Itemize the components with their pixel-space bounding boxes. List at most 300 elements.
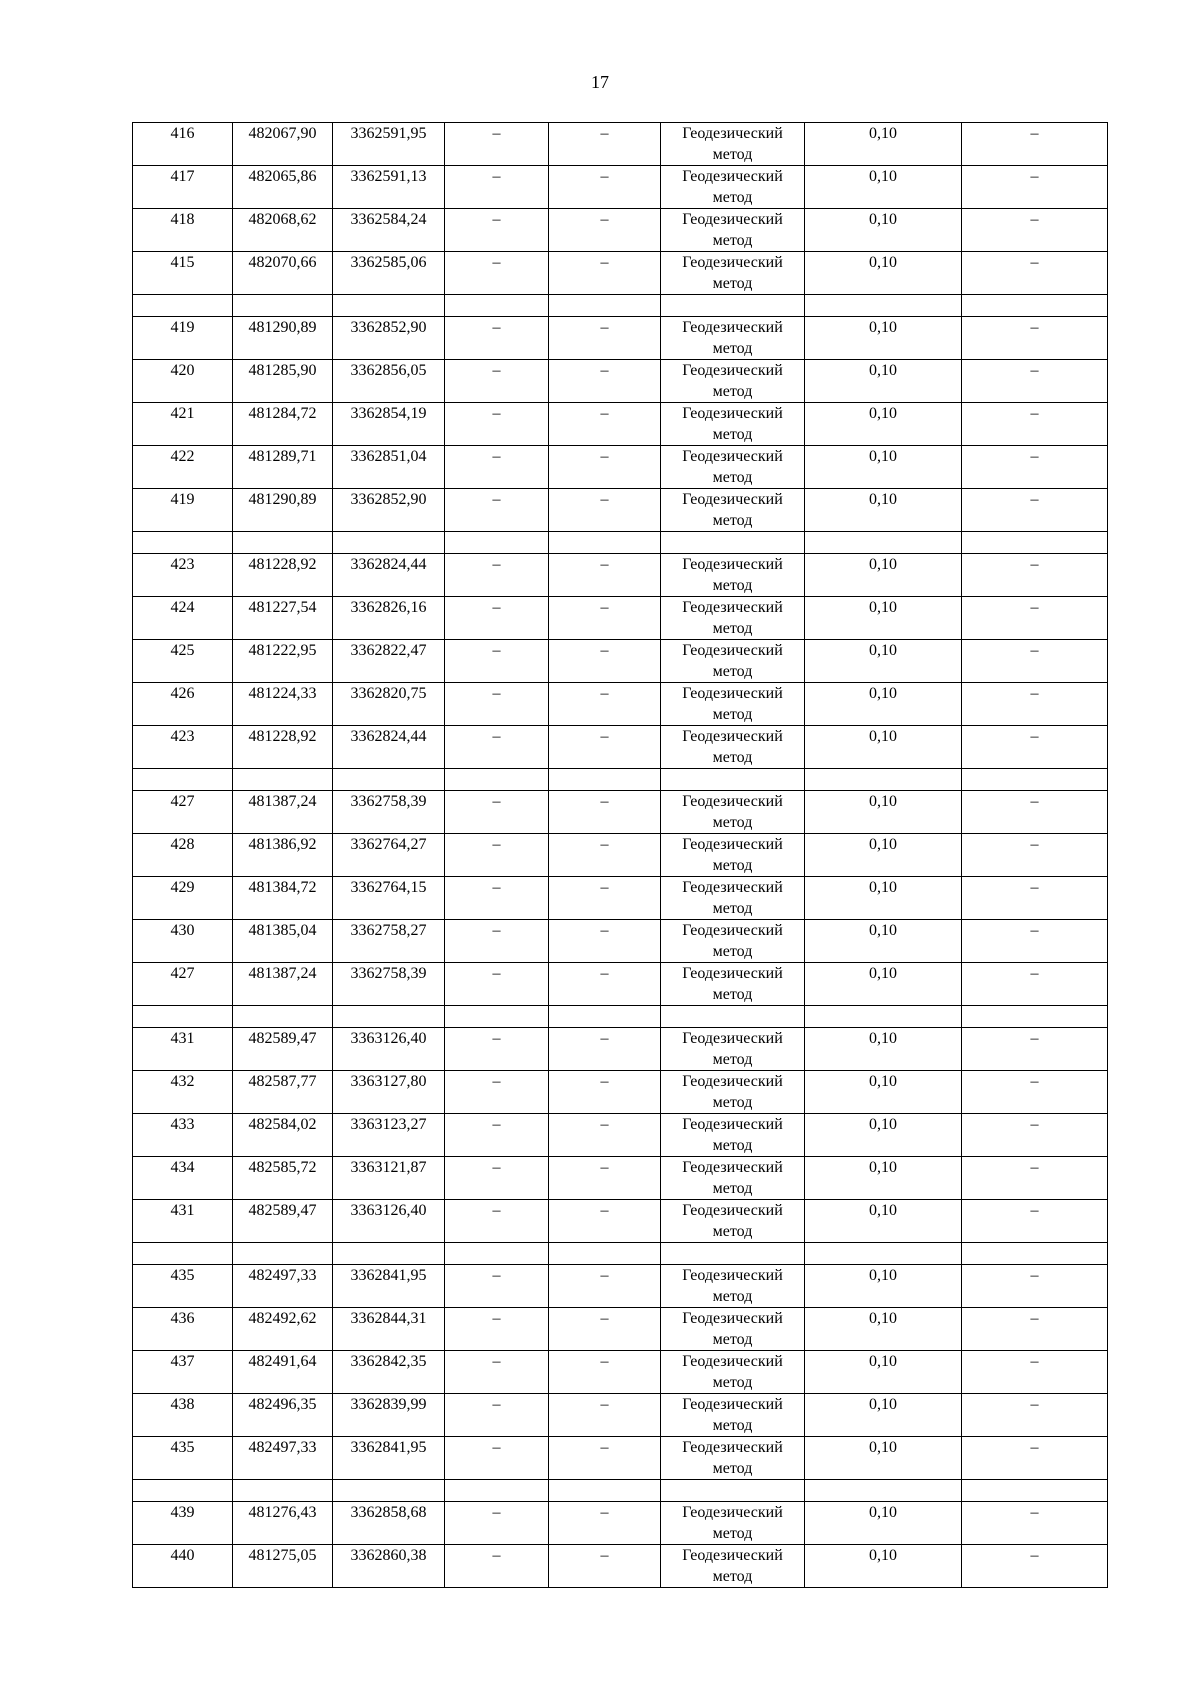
empty-cell [333,1243,445,1265]
table-row [133,1394,1108,1437]
point-number-cell: 427 [133,963,233,1006]
x-coordinate-cell: 481227,54 [233,597,333,640]
x-coordinate-cell: 481228,92 [233,554,333,597]
method-line-1: Геодезический [682,1547,783,1564]
method-line-2: метод [712,232,753,249]
method-line-1: Геодезический [682,362,783,379]
method-line-2: метод [712,1094,753,1111]
accuracy-cell: 0,10 [805,317,962,360]
y-coordinate-cell: 3362852,90 [333,317,445,360]
table-row [133,360,1108,403]
table-row [133,683,1108,726]
dash-cell: – [445,1114,549,1157]
empty-cell [549,1006,661,1028]
method-cell [661,1545,805,1588]
table-row [133,597,1108,640]
y-coordinate-cell: 3363127,80 [333,1071,445,1114]
accuracy-cell: 0,10 [805,446,962,489]
dash-cell: – [962,489,1108,532]
method-cell [661,1114,805,1157]
empty-cell [661,769,805,791]
y-coordinate-cell: 3363126,40 [333,1200,445,1243]
method-cell [661,920,805,963]
point-number-cell: 428 [133,834,233,877]
method-line-1: Геодезический [682,168,783,185]
y-coordinate-cell: 3362858,68 [333,1502,445,1545]
dash-cell: – [445,726,549,769]
table-row [133,446,1108,489]
accuracy-cell: 0,10 [805,1114,962,1157]
table-row [133,1545,1108,1588]
method-line-2: метод [712,512,753,529]
empty-cell [661,1006,805,1028]
dash-cell: – [962,1114,1108,1157]
empty-cell [962,1243,1108,1265]
dash-cell: – [549,834,661,877]
empty-cell [445,1480,549,1502]
table-row [133,1265,1108,1308]
dash-cell: – [549,489,661,532]
dash-cell: – [962,403,1108,446]
method-line-1: Геодезический [682,1353,783,1370]
point-number-cell: 436 [133,1308,233,1351]
accuracy-cell: 0,10 [805,403,962,446]
empty-cell [661,1480,805,1502]
accuracy-cell: 0,10 [805,1351,962,1394]
accuracy-cell: 0,10 [805,597,962,640]
dash-cell: – [445,166,549,209]
y-coordinate-cell: 3362820,75 [333,683,445,726]
dash-cell: – [445,1200,549,1243]
dash-cell: – [962,1071,1108,1114]
table-spacer-row [133,1480,1108,1502]
dash-cell: – [549,1157,661,1200]
empty-cell [962,1480,1108,1502]
x-coordinate-cell: 482070,66 [233,252,333,295]
point-number-cell: 424 [133,597,233,640]
method-line-1: Геодезический [682,1202,783,1219]
point-number-cell: 427 [133,791,233,834]
method-line-1: Геодезический [682,1159,783,1176]
dash-cell: – [962,920,1108,963]
table-row [133,489,1108,532]
x-coordinate-cell: 481385,04 [233,920,333,963]
table-row [133,317,1108,360]
dash-cell: – [549,640,661,683]
empty-cell [333,1480,445,1502]
y-coordinate-cell: 3362824,44 [333,554,445,597]
y-coordinate-cell: 3362852,90 [333,489,445,532]
method-line-1: Геодезический [682,1073,783,1090]
dash-cell: – [549,1265,661,1308]
table-row [133,209,1108,252]
dash-cell: – [445,489,549,532]
point-number-cell: 420 [133,360,233,403]
method-line-2: метод [712,943,753,960]
method-line-2: метод [712,1051,753,1068]
accuracy-cell: 0,10 [805,554,962,597]
method-line-1: Геодезический [682,879,783,896]
dash-cell: – [962,1028,1108,1071]
table-row [133,1071,1108,1114]
accuracy-cell: 0,10 [805,640,962,683]
method-cell [661,252,805,295]
dash-cell: – [445,1351,549,1394]
point-number-cell: 433 [133,1114,233,1157]
dash-cell: – [549,1502,661,1545]
empty-cell [962,769,1108,791]
table-row [133,1114,1108,1157]
x-coordinate-cell: 482585,72 [233,1157,333,1200]
dash-cell: – [962,360,1108,403]
table-row [133,877,1108,920]
empty-cell [962,1006,1108,1028]
method-line-2: метод [712,275,753,292]
method-cell [661,446,805,489]
method-line-1: Геодезический [682,685,783,702]
method-line-1: Геодезический [682,836,783,853]
empty-cell [549,1480,661,1502]
empty-cell [549,295,661,317]
x-coordinate-cell: 482491,64 [233,1351,333,1394]
table-row [133,1351,1108,1394]
dash-cell: – [549,1028,661,1071]
empty-cell [445,295,549,317]
point-number-cell: 423 [133,726,233,769]
dash-cell: – [445,1437,549,1480]
method-cell [661,683,805,726]
method-line-2: метод [712,1223,753,1240]
empty-cell [233,532,333,554]
method-line-2: метод [712,469,753,486]
table-row [133,1200,1108,1243]
table-row [133,403,1108,446]
dash-cell: – [962,252,1108,295]
accuracy-cell: 0,10 [805,726,962,769]
method-cell [661,403,805,446]
point-number-cell: 435 [133,1437,233,1480]
method-cell [661,1157,805,1200]
dash-cell: – [445,360,549,403]
dash-cell: – [445,209,549,252]
dash-cell: – [962,1200,1108,1243]
empty-cell [233,1480,333,1502]
x-coordinate-cell: 482496,35 [233,1394,333,1437]
empty-cell [333,532,445,554]
method-cell [661,1437,805,1480]
dash-cell: – [549,1308,661,1351]
table-spacer-row [133,769,1108,791]
y-coordinate-cell: 3362758,39 [333,963,445,1006]
method-line-1: Геодезический [682,211,783,228]
dash-cell: – [549,554,661,597]
method-cell [661,1265,805,1308]
table-row [133,554,1108,597]
accuracy-cell: 0,10 [805,1437,962,1480]
dash-cell: – [962,166,1108,209]
empty-cell [549,769,661,791]
dash-cell: – [549,683,661,726]
y-coordinate-cell: 3363121,87 [333,1157,445,1200]
y-coordinate-cell: 3362591,13 [333,166,445,209]
method-line-1: Геодезический [682,254,783,271]
table-row [133,166,1108,209]
coordinates-table [132,122,1108,1588]
table-spacer-row [133,1243,1108,1265]
table-row [133,1308,1108,1351]
accuracy-cell: 0,10 [805,1028,962,1071]
method-line-2: метод [712,1525,753,1542]
dash-cell: – [549,920,661,963]
empty-cell [805,532,962,554]
method-line-2: метод [712,663,753,680]
point-number-cell: 423 [133,554,233,597]
method-line-1: Геодезический [682,319,783,336]
dash-cell: – [962,1351,1108,1394]
point-number-cell: 431 [133,1028,233,1071]
point-number-cell: 434 [133,1157,233,1200]
method-line-2: метод [712,189,753,206]
dash-cell: – [549,317,661,360]
dash-cell: – [962,1437,1108,1480]
empty-cell [333,769,445,791]
point-number-cell: 439 [133,1502,233,1545]
accuracy-cell: 0,10 [805,920,962,963]
x-coordinate-cell: 481290,89 [233,317,333,360]
method-cell [661,877,805,920]
y-coordinate-cell: 3362860,38 [333,1545,445,1588]
dash-cell: – [445,1265,549,1308]
y-coordinate-cell: 3362591,95 [333,123,445,166]
y-coordinate-cell: 3362841,95 [333,1437,445,1480]
dash-cell: – [549,360,661,403]
empty-cell [805,769,962,791]
y-coordinate-cell: 3362856,05 [333,360,445,403]
dash-cell: – [445,1308,549,1351]
table-row [133,1437,1108,1480]
point-number-cell: 432 [133,1071,233,1114]
method-line-2: метод [712,383,753,400]
dash-cell: – [549,209,661,252]
dash-cell: – [549,1200,661,1243]
method-line-2: метод [712,577,753,594]
empty-cell [661,532,805,554]
x-coordinate-cell: 482065,86 [233,166,333,209]
x-coordinate-cell: 482067,90 [233,123,333,166]
method-line-2: метод [712,1374,753,1391]
method-cell [661,791,805,834]
point-number-cell: 429 [133,877,233,920]
x-coordinate-cell: 481284,72 [233,403,333,446]
dash-cell: – [549,252,661,295]
empty-cell [661,295,805,317]
method-cell [661,554,805,597]
dash-cell: – [962,1394,1108,1437]
table-row [133,1157,1108,1200]
dash-cell: – [549,1071,661,1114]
x-coordinate-cell: 481387,24 [233,791,333,834]
method-line-1: Геодезический [682,922,783,939]
method-line-1: Геодезический [682,1504,783,1521]
dash-cell: – [962,1545,1108,1588]
method-line-2: метод [712,620,753,637]
dash-cell: – [962,123,1108,166]
dash-cell: – [549,123,661,166]
x-coordinate-cell: 481275,05 [233,1545,333,1588]
dash-cell: – [549,877,661,920]
table-row [133,791,1108,834]
y-coordinate-cell: 3362822,47 [333,640,445,683]
dash-cell: – [549,791,661,834]
table-row [133,963,1108,1006]
method-cell [661,1200,805,1243]
x-coordinate-cell: 481228,92 [233,726,333,769]
dash-cell: – [549,597,661,640]
table-row [133,252,1108,295]
method-line-1: Геодезический [682,793,783,810]
method-cell [661,963,805,1006]
dash-cell: – [549,446,661,489]
accuracy-cell: 0,10 [805,1265,962,1308]
table-row [133,726,1108,769]
empty-cell [445,769,549,791]
method-cell [661,489,805,532]
x-coordinate-cell: 482497,33 [233,1265,333,1308]
method-line-2: метод [712,986,753,1003]
y-coordinate-cell: 3362758,39 [333,791,445,834]
dash-cell: – [962,317,1108,360]
y-coordinate-cell: 3362584,24 [333,209,445,252]
method-cell [661,1502,805,1545]
method-line-2: метод [712,1288,753,1305]
method-line-1: Геодезический [682,125,783,142]
x-coordinate-cell: 482589,47 [233,1028,333,1071]
table-row [133,123,1108,166]
dash-cell: – [445,554,549,597]
empty-cell [661,1243,805,1265]
accuracy-cell: 0,10 [805,1394,962,1437]
empty-cell [962,532,1108,554]
method-cell [661,1028,805,1071]
dash-cell: – [445,640,549,683]
empty-cell [445,532,549,554]
dash-cell: – [549,1351,661,1394]
y-coordinate-cell: 3362841,95 [333,1265,445,1308]
table-spacer-row [133,1006,1108,1028]
method-cell [661,834,805,877]
x-coordinate-cell: 481289,71 [233,446,333,489]
point-number-cell: 425 [133,640,233,683]
empty-cell [133,1243,233,1265]
point-number-cell: 431 [133,1200,233,1243]
y-coordinate-cell: 3362824,44 [333,726,445,769]
method-line-1: Геодезический [682,1030,783,1047]
dash-cell: – [445,1502,549,1545]
dash-cell: – [962,877,1108,920]
dash-cell: – [445,1157,549,1200]
dash-cell: – [962,1157,1108,1200]
method-line-1: Геодезический [682,1267,783,1284]
dash-cell: – [445,317,549,360]
accuracy-cell: 0,10 [805,360,962,403]
empty-cell [133,1006,233,1028]
point-number-cell: 426 [133,683,233,726]
x-coordinate-cell: 481285,90 [233,360,333,403]
table-row [133,834,1108,877]
empty-cell [805,1480,962,1502]
dash-cell: – [962,683,1108,726]
y-coordinate-cell: 3362842,35 [333,1351,445,1394]
accuracy-cell: 0,10 [805,877,962,920]
table-row [133,640,1108,683]
x-coordinate-cell: 481276,43 [233,1502,333,1545]
method-line-1: Геодезический [682,448,783,465]
dash-cell: – [962,1502,1108,1545]
method-line-1: Геодезический [682,1310,783,1327]
point-number-cell: 415 [133,252,233,295]
dash-cell: – [549,1394,661,1437]
dash-cell: – [549,726,661,769]
method-cell [661,640,805,683]
table-spacer-row [133,295,1108,317]
method-line-2: метод [712,814,753,831]
accuracy-cell: 0,10 [805,1071,962,1114]
method-cell [661,726,805,769]
dash-cell: – [445,920,549,963]
x-coordinate-cell: 481222,95 [233,640,333,683]
empty-cell [233,1006,333,1028]
accuracy-cell: 0,10 [805,1545,962,1588]
method-cell [661,1071,805,1114]
method-cell [661,123,805,166]
dash-cell: – [445,446,549,489]
y-coordinate-cell: 3362854,19 [333,403,445,446]
dash-cell: – [962,209,1108,252]
y-coordinate-cell: 3362764,15 [333,877,445,920]
method-line-1: Геодезический [682,556,783,573]
dash-cell: – [962,834,1108,877]
empty-cell [962,295,1108,317]
x-coordinate-cell: 482587,77 [233,1071,333,1114]
dash-cell: – [962,963,1108,1006]
accuracy-cell: 0,10 [805,252,962,295]
accuracy-cell: 0,10 [805,963,962,1006]
point-number-cell: 417 [133,166,233,209]
method-line-2: метод [712,1331,753,1348]
accuracy-cell: 0,10 [805,209,962,252]
point-number-cell: 438 [133,1394,233,1437]
y-coordinate-cell: 3363126,40 [333,1028,445,1071]
dash-cell: – [445,1394,549,1437]
dash-cell: – [962,1308,1108,1351]
dash-cell: – [445,791,549,834]
dash-cell: – [445,403,549,446]
point-number-cell: 435 [133,1265,233,1308]
x-coordinate-cell: 481224,33 [233,683,333,726]
point-number-cell: 437 [133,1351,233,1394]
dash-cell: – [549,963,661,1006]
accuracy-cell: 0,10 [805,1502,962,1545]
x-coordinate-cell: 481386,92 [233,834,333,877]
dash-cell: – [445,123,549,166]
method-line-2: метод [712,1137,753,1154]
dash-cell: – [445,252,549,295]
y-coordinate-cell: 3362764,27 [333,834,445,877]
dash-cell: – [962,1265,1108,1308]
dash-cell: – [962,640,1108,683]
dash-cell: – [549,1545,661,1588]
dash-cell: – [445,963,549,1006]
